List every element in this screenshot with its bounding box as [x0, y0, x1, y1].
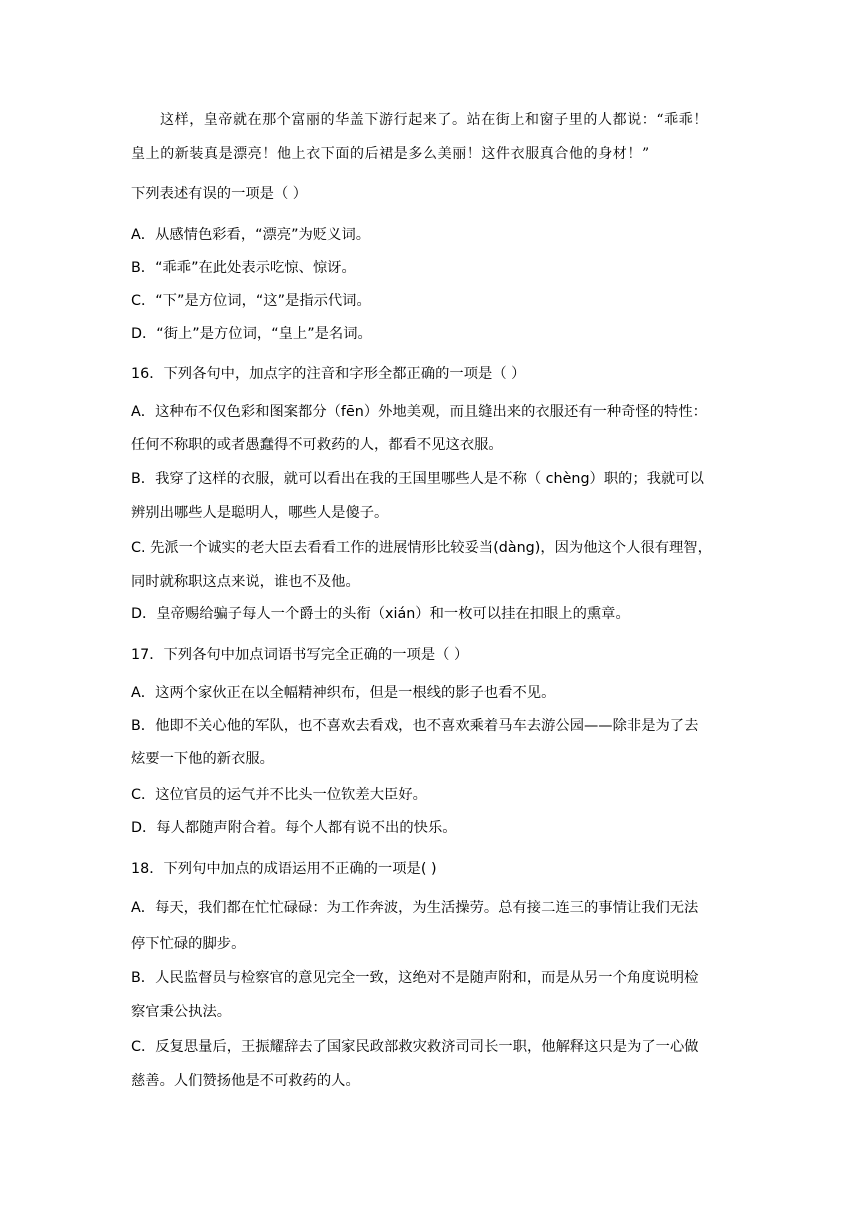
- option-a: A．这种布不仅色彩和图案都分（fēn）外地美观，而且缝出来的衣服还有一种奇怪的特性：: [131, 404, 707, 420]
- option-a: A．这两个家伙正在以全幅精神织布，但是一根线的影子也看不见。: [131, 685, 556, 701]
- question-stem: 17．下列各句中加点词语书写完全正确的一项是（ ）: [131, 647, 469, 663]
- option-a-continued: 任何不称职的或者愚蠢得不可救药的人，都看不见这衣服。: [131, 437, 503, 453]
- option-b-continued: 辨别出哪些人是聪明人，哪些人是傻子。: [131, 505, 389, 521]
- option-a-continued: 停下忙碌的脚步。: [131, 936, 246, 952]
- option-c: C. 先派一个诚实的老大臣去看看工作的进展情形比较妥当(dàng)，因为他这个人很有理智，: [131, 540, 712, 556]
- option-b: B．他即不关心他的军队，也不喜欢去看戏，也不喜欢乘着马车去游公园——除非是为了去: [131, 718, 699, 734]
- option-c-continued: 同时就称职这点来说，谁也不及他。: [131, 574, 360, 590]
- option-b: B．我穿了这样的衣服，就可以看出在我的王国里哪些人是不称（ chèng）职的；我就可以: [131, 471, 704, 487]
- option-c: C．反复思量后，王振耀辞去了国家民政部救灾救济司司长一职，他解释这只是为了一心做: [131, 1039, 699, 1055]
- option-b-continued: 炫要一下他的新衣服。: [131, 751, 274, 767]
- option-c-continued: 慈善。人们赞扬他是不可救药的人。: [131, 1073, 360, 1089]
- option-b: B．“乖乖”在此处表示吃惊、惊讶。: [131, 260, 356, 276]
- question-stem: 18．下列句中加点的成语运用不正确的一项是( ): [131, 861, 437, 877]
- option-a: A．从感情色彩看，“漂亮”为贬义词。: [131, 227, 371, 243]
- option-b-continued: 察官秉公执法。: [131, 1004, 232, 1020]
- option-a: A．每天，我们都在忙忙碌碌：为工作奔波，为生活操劳。总有接二连三的事情让我们无法: [131, 900, 699, 916]
- passage-line: 皇上的新装真是漂亮！他上衣下面的后裙是多么美丽！这件衣服真合他的身材！”: [131, 146, 650, 162]
- option-d: D．每人都随声附合着。每个人都有说不出的快乐。: [131, 820, 457, 836]
- option-d: D．皇帝赐给骗子每人一个爵士的头衔（xián）和一枚可以挂在扣眼上的熏章。: [131, 606, 630, 622]
- option-c: C．这位官员的运气并不比头一位钦差大臣好。: [131, 787, 427, 803]
- option-c: C．“下”是方位词，“这”是指示代词。: [131, 293, 371, 309]
- option-b: B．人民监督员与检察官的意见完全一致，这绝对不是随声附和，而是从另一个角度说明检: [131, 970, 699, 986]
- passage-line: 这样，皇帝就在那个富丽的华盖下游行起来了。站在街上和窗子里的人都说：“乖乖！: [160, 112, 708, 128]
- option-d: D．“街上”是方位词，“皇上”是名词。: [131, 326, 372, 342]
- question-stem: 16．下列各句中，加点字的注音和字形全都正确的一项是（ ）: [131, 366, 526, 382]
- question-stem: 下列表述有误的一项是（ ）: [131, 186, 308, 202]
